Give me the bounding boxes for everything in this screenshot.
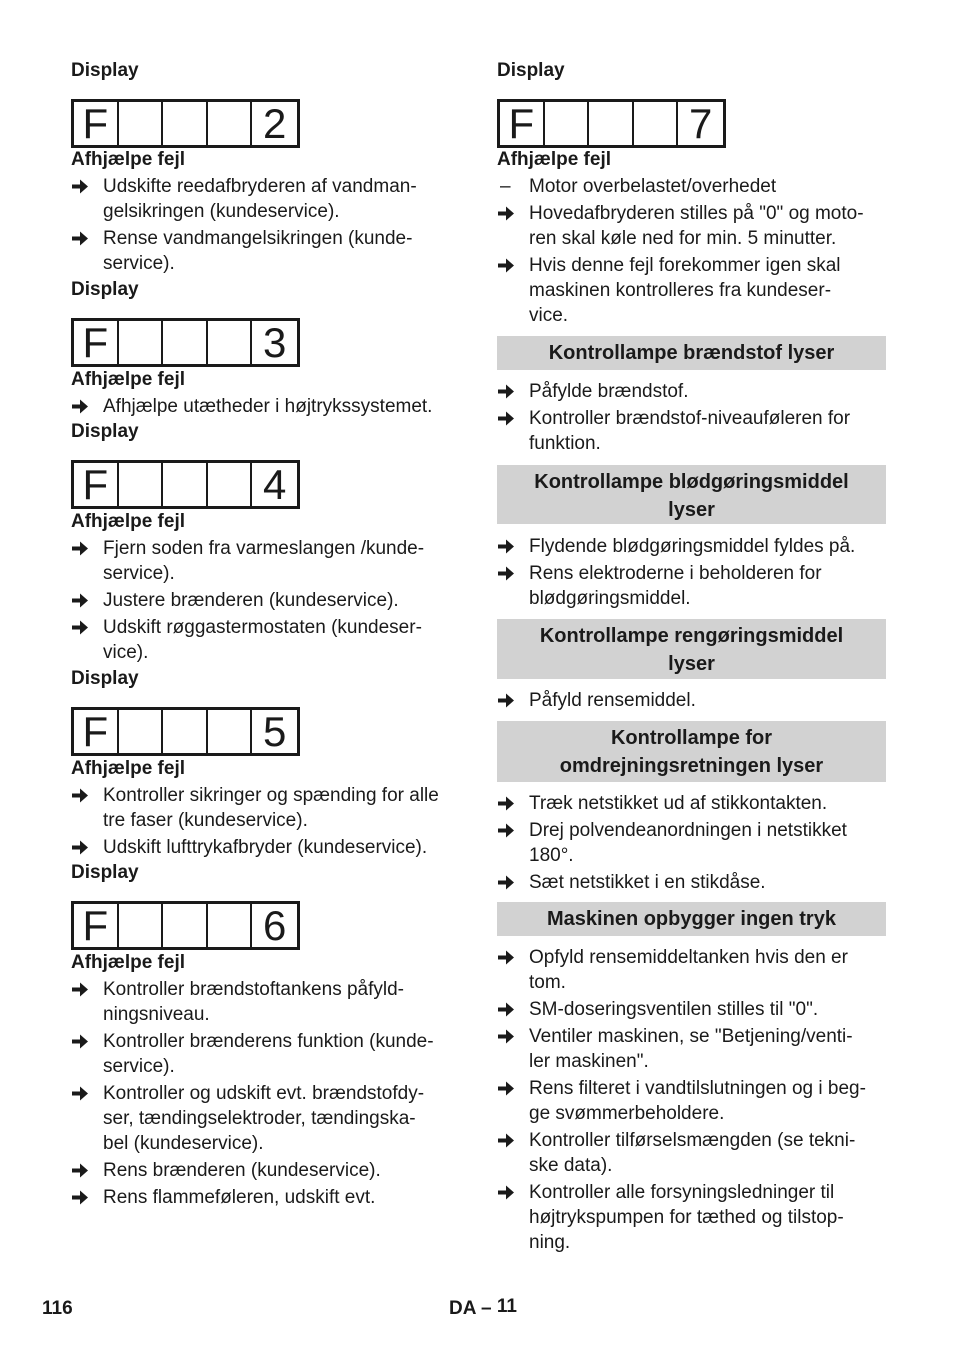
list-item	[71, 783, 461, 833]
right-arrow-icon	[71, 1189, 89, 1206]
section-list	[497, 534, 886, 611]
right-arrow-icon	[71, 592, 89, 609]
display-code-f4	[71, 460, 300, 509]
list-item-text: Afhjælpe utætheder i højtrykssystemet.	[103, 396, 433, 417]
list-item	[497, 379, 886, 404]
list-item	[71, 615, 461, 665]
list-item-text: Kontroller sikringer og spænding for alle tre faser (kundeservice).	[103, 785, 439, 831]
display-cell: F	[74, 321, 119, 364]
right-arrow-icon	[497, 383, 515, 400]
list-item-text: Udskift lufttrykafbryder (kundeservice).	[103, 837, 428, 858]
right-arrow-icon	[497, 205, 515, 222]
display-cell	[119, 710, 164, 753]
display-cell	[163, 321, 208, 364]
list-item	[497, 1076, 886, 1126]
display-label: Display	[71, 279, 139, 300]
right-arrow-icon	[71, 1085, 89, 1102]
list-item-text: Drej polvendeanordningen i netstikket 180°.	[529, 820, 847, 866]
list-item	[497, 534, 886, 559]
display-label: Display	[71, 60, 139, 81]
page-ref	[449, 1297, 517, 1321]
right-arrow-icon	[71, 398, 89, 415]
right-arrow-icon	[497, 1001, 515, 1018]
list-item-text: Motor overbelastet/overhedet	[529, 176, 777, 197]
list-item	[497, 561, 886, 611]
list-item-text: Justere brænderen (kundeservice).	[103, 590, 399, 611]
list-item-text: Hvis denne fejl forekommer igen skal maskinen kontrolleres fra kundeser- vice.	[529, 255, 841, 326]
list-item-text: Ventiler maskinen, se "Betjening/venti- ler maskinen".	[529, 1026, 853, 1072]
display-cell	[119, 321, 164, 364]
display-label: Display	[71, 421, 139, 442]
display-cell	[589, 102, 634, 145]
list-item-text: Flydende blødgøringsmiddel fyldes på.	[529, 536, 856, 557]
display-cell	[545, 102, 590, 145]
list-item	[71, 977, 461, 1027]
list-item-text: Kontroller tilførselsmængden (se tekni- ske data).	[529, 1130, 856, 1176]
display-cell	[163, 102, 208, 145]
display-cell: F	[500, 102, 545, 145]
fix-list	[71, 394, 461, 419]
display-cell: F	[74, 463, 119, 506]
page-ref-sub: 11	[496, 1296, 517, 1317]
display-cell: 2	[263, 100, 287, 147]
list-item	[497, 870, 886, 895]
fix-list	[71, 977, 461, 1210]
list-item-text: Kontroller og udskift evt. brændstofdy- ser, tændingselektroder, tændingska- bel (kundeservice).	[103, 1083, 425, 1154]
list-item-text: Udskift røggastermostaten (kundeser- vice).	[103, 617, 422, 663]
list-item	[497, 1024, 886, 1074]
right-arrow-icon	[71, 619, 89, 636]
display-cell	[208, 463, 253, 506]
right-arrow-icon	[497, 410, 515, 427]
fix-list	[71, 783, 461, 860]
display-cell	[163, 710, 208, 753]
right-arrow-icon	[71, 1033, 89, 1050]
list-item	[71, 1185, 461, 1210]
list-item	[497, 818, 886, 868]
list-item-text: Rense vandmangelsikringen (kunde- service).	[103, 228, 413, 274]
list-item-text: Kontroller brændstof-niveauføleren for funktion.	[529, 408, 851, 454]
right-arrow-icon	[497, 692, 515, 709]
list-item-text: Fjern soden fra varmeslangen /kunde- service).	[103, 538, 425, 584]
section-header-rotation-lamp: Kontrollampe for omdrejningsretningen lyser	[497, 721, 886, 782]
section-header-fuel-lamp: Kontrollampe brændstof lyser	[497, 336, 886, 370]
right-arrow-icon	[497, 822, 515, 839]
right-arrow-icon	[497, 538, 515, 555]
list-item-text: Kontroller brændstoftankens påfyld- ningsniveau.	[103, 979, 404, 1025]
display-code-f5	[71, 707, 300, 756]
right-arrow-icon	[71, 787, 89, 804]
fix-label: Afhjælpe fejl	[71, 511, 186, 532]
list-item-text: Hovedafbryderen stilles på "0" og moto- ren skal køle ned for min. 5 minutter.	[529, 203, 864, 249]
right-arrow-icon	[497, 1028, 515, 1045]
display-cell: F	[74, 710, 119, 753]
list-item	[497, 174, 886, 199]
display-cell	[119, 463, 164, 506]
display-cell	[208, 321, 253, 364]
display-cell: F	[74, 102, 119, 145]
fix-list	[71, 536, 461, 665]
fix-list	[497, 174, 886, 328]
list-item-text: Rens filteret i vandtilslutningen og i beg- ge svømmerbeholdere.	[529, 1078, 866, 1124]
list-item-text: Kontroller brænderens funktion (kunde- service).	[103, 1031, 434, 1077]
page-number: 116	[42, 1298, 73, 1319]
display-code-f7	[497, 99, 726, 148]
list-item-text: SM-doseringsventilen stilles til "0".	[529, 999, 819, 1020]
display-cell	[163, 904, 208, 947]
display-cell: 3	[263, 319, 287, 366]
display-code-f3	[71, 318, 300, 367]
list-item	[71, 1029, 461, 1079]
list-item	[497, 201, 886, 251]
display-cell: 4	[263, 461, 287, 508]
list-item-text: Påfyld rensemiddel.	[529, 690, 696, 711]
list-item	[71, 588, 461, 613]
section-list	[497, 791, 886, 895]
fix-label: Afhjælpe fejl	[71, 149, 186, 170]
section-list	[497, 379, 886, 456]
display-code-f6	[71, 901, 300, 950]
list-item-text: Træk netstikket ud af stikkontakten.	[529, 793, 828, 814]
right-arrow-icon	[497, 257, 515, 274]
right-arrow-icon	[71, 178, 89, 195]
display-label: Display	[71, 668, 139, 689]
page-ref-lang: DA	[449, 1298, 476, 1319]
page-ref-sep: –	[481, 1298, 492, 1319]
right-arrow-icon	[71, 981, 89, 998]
right-arrow-icon	[71, 540, 89, 557]
list-item	[497, 406, 886, 456]
list-item	[71, 174, 461, 224]
right-arrow-icon	[71, 1162, 89, 1179]
display-cell	[119, 904, 164, 947]
list-item-text: Sæt netstikket i en stikdåse.	[529, 872, 766, 893]
right-arrow-icon	[71, 230, 89, 247]
display-cell	[634, 102, 679, 145]
section-list	[497, 688, 886, 713]
right-arrow-icon	[71, 839, 89, 856]
list-item-text: Opfyld rensemiddeltanken hvis den er tom.	[529, 947, 848, 993]
list-item	[71, 1081, 461, 1156]
right-arrow-icon	[497, 1184, 515, 1201]
list-item	[497, 791, 886, 816]
list-item-text: Rens flammeføleren, udskift evt.	[103, 1187, 376, 1208]
list-item	[497, 997, 886, 1022]
fix-label: Afhjælpe fejl	[497, 149, 612, 170]
fix-label: Afhjælpe fejl	[71, 758, 186, 779]
list-item-text: Udskifte reedafbryderen af vandman- gelsikringen (kundeservice).	[103, 176, 417, 222]
display-code-f2	[71, 99, 300, 148]
display-cell: 7	[689, 100, 713, 147]
list-item	[71, 1158, 461, 1183]
list-item	[71, 536, 461, 586]
display-label: Display	[71, 862, 139, 883]
display-cell	[119, 102, 164, 145]
list-item	[71, 394, 461, 419]
list-item	[497, 1180, 886, 1255]
section-header-detergent-lamp: Kontrollampe rengøringsmiddel lyser	[497, 619, 886, 679]
right-arrow-icon	[497, 795, 515, 812]
right-arrow-icon	[497, 1080, 515, 1097]
list-item	[497, 688, 886, 713]
list-item	[497, 945, 886, 995]
display-cell: 5	[263, 708, 287, 755]
list-item	[71, 226, 461, 276]
list-item-text: Rens elektroderne i beholderen for blødgøringsmiddel.	[529, 563, 822, 609]
section-header-softener-lamp: Kontrollampe blødgøringsmiddel lyser	[497, 465, 886, 524]
display-cell	[208, 102, 253, 145]
list-item	[497, 253, 886, 328]
fix-list	[71, 174, 461, 276]
display-label: Display	[497, 60, 565, 81]
section-header-no-pressure: Maskinen opbygger ingen tryk	[497, 902, 886, 936]
list-item	[497, 1128, 886, 1178]
fix-label: Afhjælpe fejl	[71, 369, 186, 390]
list-item-text: Rens brænderen (kundeservice).	[103, 1160, 381, 1181]
list-item-text: Kontroller alle forsyningsledninger til højtrykspumpen for tæthed og tilstop- ning.	[529, 1182, 844, 1253]
display-cell	[208, 904, 253, 947]
right-arrow-icon	[497, 874, 515, 891]
list-item-text: Påfylde brændstof.	[529, 381, 689, 402]
display-cell	[163, 463, 208, 506]
dash-marker: –	[500, 176, 511, 197]
right-arrow-icon	[497, 1132, 515, 1149]
list-item	[71, 835, 461, 860]
right-arrow-icon	[497, 565, 515, 582]
display-cell: F	[74, 904, 119, 947]
display-cell	[208, 710, 253, 753]
section-list	[497, 945, 886, 1255]
right-arrow-icon	[497, 949, 515, 966]
fix-label: Afhjælpe fejl	[71, 952, 186, 973]
display-cell: 6	[263, 902, 287, 949]
